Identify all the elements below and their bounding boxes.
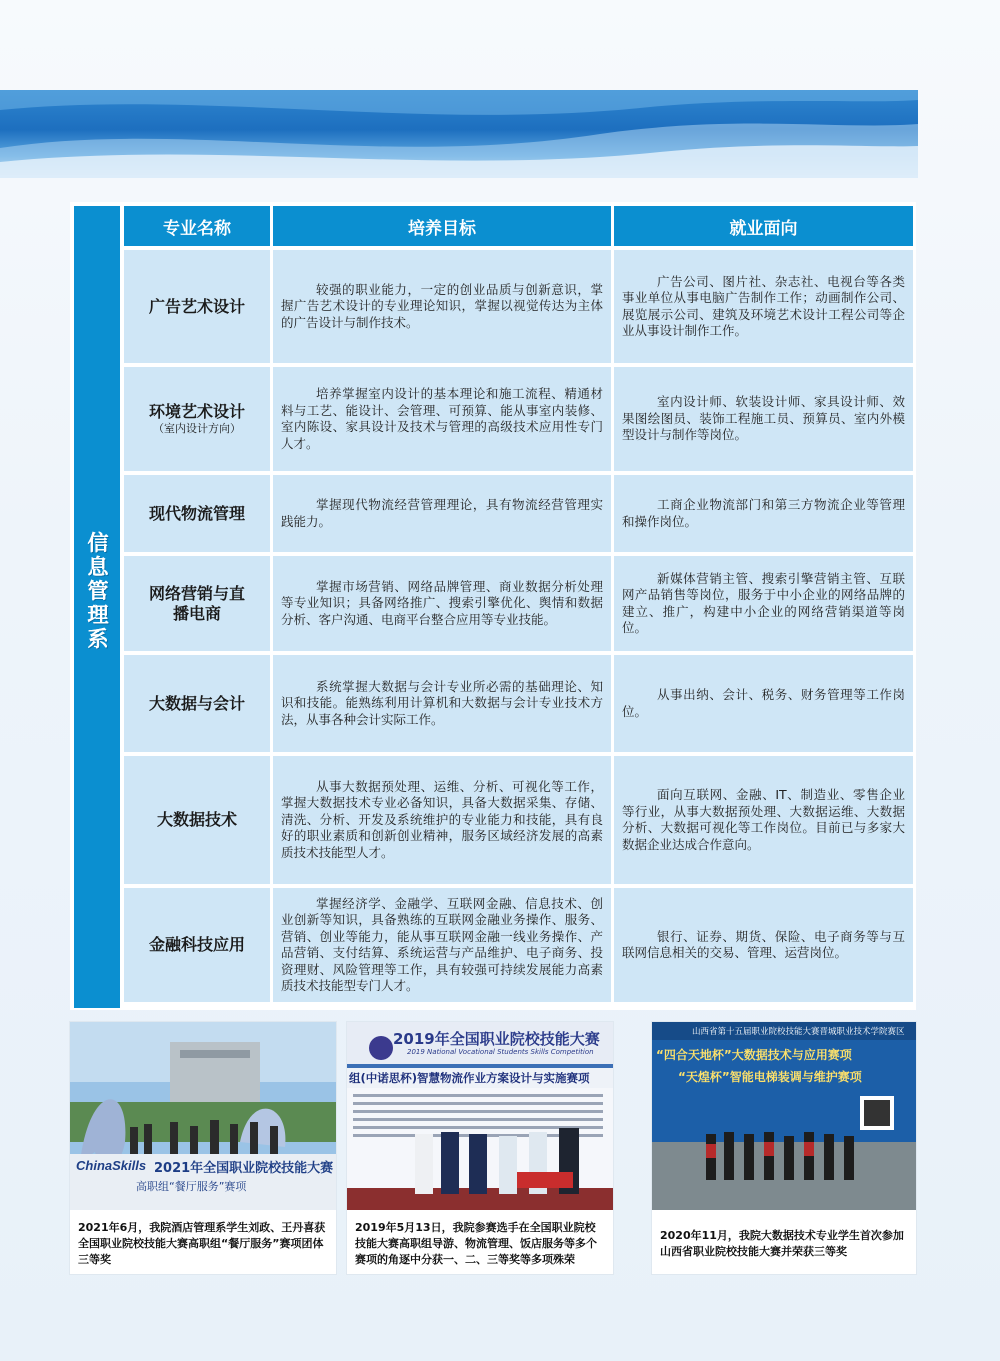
jobs-cell: 室内设计师、软装设计师、家具设计师、效果图绘图员、装饰工程施工员、预算员、室内外模型设计与制作等岗位。 bbox=[614, 367, 913, 471]
award-photos bbox=[70, 1022, 916, 1277]
goal-cell: 掌握现代物流经营管理理论，具有物流经营管理实践能力。 bbox=[273, 475, 611, 552]
major-name: 金融科技应用 bbox=[124, 888, 270, 1002]
photo2-banner-sub: 组(中诺思杯)智慧物流作业方案设计与实施赛项 bbox=[349, 1071, 590, 1085]
jobs-cell: 工商企业物流部门和第三方物流企业等管理和操作岗位。 bbox=[614, 475, 913, 552]
goal-cell: 掌握市场营销、网络品牌管理、商业数据分析处理等专业知识；具备网络推广、搜索引擎优化、舆情和数据分析、客户沟通、电商平台整合应用等专业技能。 bbox=[273, 556, 611, 651]
table-row bbox=[124, 367, 914, 471]
goal-cell: 从事大数据预处理、运维、分析、可视化等工作，掌握大数据技术专业必备知识，具备大数据采集、存储、清洗、分析、开发及系统维护的专业能力和技能，具有良好的职业素质和创新创业精神，服务区域经济发展的高素质技术技能型人才。 bbox=[273, 756, 611, 884]
major-name: 大数据与会计 bbox=[124, 655, 270, 752]
goal-cell: 较强的职业能力，一定的创业品质与创新意识，掌握广告艺术设计的专业理论知识，掌握以视觉传达为主体的广告设计与制作技术。 bbox=[273, 250, 611, 363]
major-name: 网络营销与直播电商 bbox=[124, 556, 270, 651]
majors-panel bbox=[70, 202, 916, 1010]
photo-caption: 2021年6月，我院酒店管理系学生刘政、王丹喜获全国职业院校技能大赛高职组“餐厅服务”赛项团体三等奖 bbox=[78, 1221, 326, 1266]
jobs-cell: 银行、证券、期货、保险、电子商务等与互联网信息相关的交易、管理、运营岗位。 bbox=[614, 888, 913, 1002]
major-subtitle: （室内设计方向） bbox=[153, 422, 241, 435]
jobs-cell: 广告公司、图片社、杂志社、电视台等各类事业单位从事电脑广告制作工作；动画制作公司、展览展示公司、建筑及环境艺术设计工程公司等企业从事设计制作工作。 bbox=[614, 250, 913, 363]
header-jobs: 就业面向 bbox=[614, 206, 913, 246]
photo1-banner bbox=[70, 1156, 336, 1206]
photo-card bbox=[652, 1022, 916, 1274]
table-row bbox=[124, 475, 914, 552]
header-major: 专业名称 bbox=[124, 206, 270, 246]
photo1-banner-sub: 高职组“餐厅服务”赛项 bbox=[136, 1180, 247, 1193]
photo1-brand: ChinaSkills bbox=[76, 1158, 147, 1173]
photo2-banner-title: 2019年全国职业院校技能大赛 bbox=[393, 1030, 600, 1048]
table-row bbox=[124, 556, 914, 651]
major-name: 大数据技术 bbox=[124, 756, 270, 884]
photo2-banner-en: 2019 National Vocational Students Skills Competition bbox=[407, 1048, 594, 1056]
table-row bbox=[124, 655, 914, 752]
award-photo-1 bbox=[70, 1022, 336, 1210]
wave-decoration bbox=[0, 90, 918, 178]
department-sidebar bbox=[74, 206, 120, 1008]
photo-card bbox=[70, 1022, 336, 1274]
table-row bbox=[124, 888, 914, 1002]
goal-cell: 系统掌握大数据与会计专业所必需的基础理论、知识和技能。能熟练利用计算机和大数据与会计专业技术方法，从事各种会计实际工作。 bbox=[273, 655, 611, 752]
major-name: 广告艺术设计 bbox=[124, 250, 270, 363]
award-photo-2 bbox=[347, 1022, 613, 1210]
photo-caption: 2019年5月13日，我院参赛选手在全国职业院校技能大赛高职组导游、物流管理、饭店服务等多个赛项的角逐中分获一、二、三等奖等多项殊荣 bbox=[355, 1221, 597, 1266]
header-wave-banner bbox=[0, 90, 918, 178]
jobs-cell: 从事出纳、会计、税务、财务管理等工作岗位。 bbox=[614, 655, 913, 752]
department-title: 信息管理系 bbox=[87, 531, 109, 651]
award-photo-3 bbox=[652, 1022, 916, 1210]
table-header-row bbox=[124, 206, 914, 246]
goal-cell: 掌握经济学、金融学、互联网金融、信息技术、创业创新等知识，具备熟练的互联网金融业务操作、服务、营销、创业等能力，能从事互联网金融一线业务操作、产品营销、支付结算、系统运营与产品维护、电子商务、投资理财、风险管理等工作，具有较强可持续发展能力高素质技术技能型专门人才。 bbox=[273, 888, 611, 1002]
photo-caption: 2020年11月，我院大数据技术专业学生首次参加山西省职业院校技能大赛并荣获三等奖 bbox=[660, 1229, 904, 1258]
major-name: 环境艺术设计 （室内设计方向） bbox=[124, 367, 270, 471]
photo3-banner-top: 山西省第十五届职业院校技能大赛晋城职业技术学院赛区 bbox=[692, 1027, 905, 1037]
goal-cell: 培养掌握室内设计的基本理论和施工流程、精通材料与工艺、能设计、会管理、可预算、能从事室内装修、室内陈设、家具设计及技术与管理的高级技术应用性专门人才。 bbox=[273, 367, 611, 471]
table-row bbox=[124, 250, 914, 363]
photo1-banner-title: 2021年全国职业院校技能大赛 bbox=[154, 1161, 334, 1176]
majors-table bbox=[124, 206, 914, 1006]
jobs-cell: 新媒体营销主管、搜索引擎营销主管、互联网产品销售等岗位，服务于中小企业的网络品牌的建立、推广，构建中小企业的网络营销渠道等岗位。 bbox=[614, 556, 913, 651]
photo3-banner-line1: “四合天地杯”大数据技术与应用赛项 bbox=[656, 1048, 852, 1062]
photo3-banner-line2: “天煌杯”智能电梯装调与维护赛项 bbox=[678, 1070, 862, 1084]
photo-card bbox=[347, 1022, 613, 1274]
major-name: 现代物流管理 bbox=[124, 475, 270, 552]
header-goal: 培养目标 bbox=[273, 206, 611, 246]
jobs-cell: 面向互联网、金融、IT、制造业、零售企业等行业，从事大数据预处理、大数据运维、大数据分析、大数据可视化等工作岗位。目前已与多家大数据企业达成合作意向。 bbox=[614, 756, 913, 884]
table-row bbox=[124, 756, 914, 884]
